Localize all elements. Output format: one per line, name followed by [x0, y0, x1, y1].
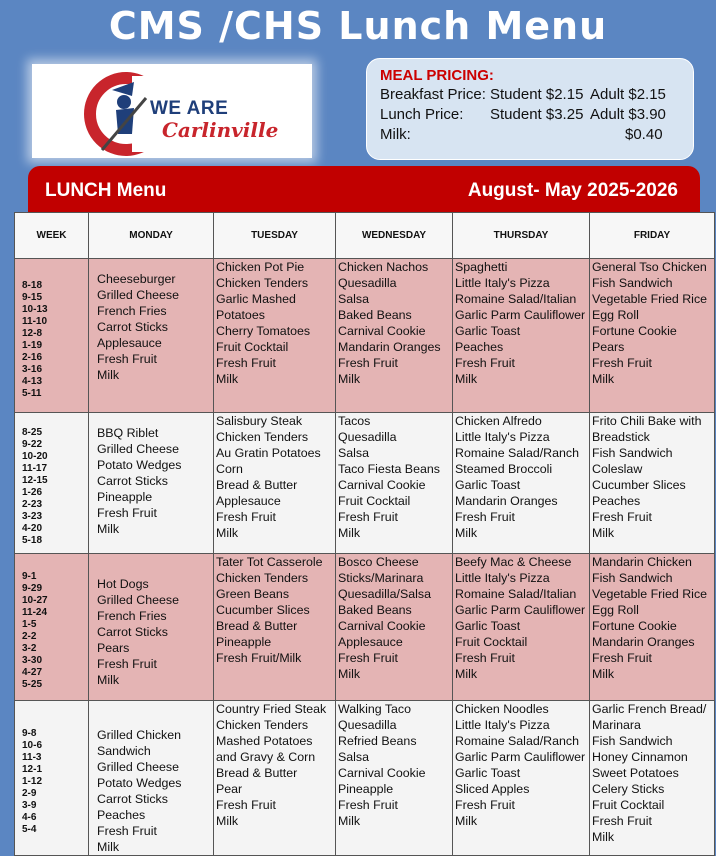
logo-line1: WE ARE [150, 98, 229, 119]
lunch-menu-banner [28, 166, 700, 214]
menu-item: Milk [97, 673, 120, 687]
menu-item: Vegetable Fried Rice [592, 292, 708, 306]
menu-item: Chicken Alfredo [455, 414, 542, 428]
table-row [15, 413, 715, 554]
menu-item: Fish Sandwich [592, 571, 673, 585]
week-date: 5-18 [22, 535, 43, 546]
menu-item: Romaine Salad/Italian [455, 587, 577, 601]
menu-item: Fresh Fruit [216, 356, 276, 370]
menu-item: Mandarin Oranges [455, 494, 558, 508]
week-date: 5-25 [22, 679, 43, 690]
menu-item: Potato Wedges [97, 776, 182, 790]
menu-item: Pineapple [97, 490, 153, 504]
week-date: 11-17 [22, 463, 48, 474]
menu-item: Breadstick [592, 430, 650, 444]
adult-price: Adult $3.90 [590, 106, 666, 123]
week-date: 3-30 [22, 655, 43, 666]
menu-item: Fresh Fruit [338, 651, 398, 665]
menu-item: Quesadilla/Salsa [338, 587, 431, 601]
page-title: CMS /CHS Lunch Menu [108, 4, 608, 48]
week-date: 10-27 [22, 595, 48, 606]
menu-item: Fruit Cocktail [455, 635, 528, 649]
menu-item: Pear [216, 782, 243, 796]
week-dates-cell [15, 701, 89, 856]
table-header-row [15, 213, 715, 259]
week-date: 3-16 [22, 363, 43, 375]
week-date: 2-9 [22, 788, 37, 799]
menu-item: Walking Taco [338, 702, 411, 716]
menu-item: Cucumber Slices [592, 478, 686, 492]
column-header-tuesday: TUESDAY [214, 213, 336, 259]
menu-item: Steamed Broccoli [455, 462, 553, 476]
week-date: 4-27 [22, 667, 43, 678]
week-dates-cell [15, 554, 89, 701]
menu-item: Egg Roll [592, 308, 639, 322]
menu-item: French Fries [97, 609, 167, 623]
week-date: 9-15 [22, 291, 43, 303]
week-date: 1-5 [22, 619, 37, 630]
menu-item: Garlic Toast [455, 478, 521, 492]
menu-item: Carrot Sticks [97, 474, 168, 488]
menu-item: Fruit Cocktail [338, 494, 411, 508]
menu-item: Garlic French Bread/ [592, 702, 707, 716]
menu-item: Cherry Tomatoes [216, 324, 311, 338]
menu-item: Fresh Fruit [338, 356, 398, 370]
week-date: 4-20 [22, 523, 43, 534]
student-price: Student $2.15 [490, 86, 584, 103]
menu-item: Carrot Sticks [97, 320, 168, 334]
week-date: 8-25 [22, 427, 43, 438]
menu-item: Corn [216, 462, 243, 476]
thursday-menu-cell [453, 259, 590, 413]
column-header-wednesday: WEDNESDAY [336, 213, 453, 259]
menu-item: Chicken Tenders [216, 430, 309, 444]
menu-item: Fresh Fruit [592, 510, 652, 524]
menu-table [14, 212, 715, 856]
menu-item: Fortune Cookie [592, 619, 677, 633]
menu-item: Grilled Chicken [97, 728, 182, 742]
menu-item: Pineapple [338, 782, 394, 796]
menu-item: Mandarin Oranges [592, 635, 695, 649]
menu-item: Fruit Cocktail [592, 798, 665, 812]
menu-item: Chicken Pot Pie [216, 260, 305, 274]
menu-item: BBQ Riblet [97, 426, 159, 440]
menu-item: Milk [455, 372, 478, 386]
menu-item: Milk [338, 667, 361, 681]
week-dates-cell [15, 413, 89, 554]
menu-item: Grilled Cheese [97, 760, 179, 774]
column-header-monday: MONDAY [89, 213, 214, 259]
week-date: 9-29 [22, 583, 43, 594]
week-date: 2-2 [22, 631, 37, 642]
menu-item: Fish Sandwich [592, 446, 673, 460]
menu-item: Au Gratin Potatoes [216, 446, 321, 460]
menu-item: Fresh Fruit [338, 510, 398, 524]
meal-pricing-box [366, 58, 694, 160]
menu-item: Fortune Cookie [592, 324, 677, 338]
week-date: 9-8 [22, 728, 37, 739]
menu-item: Sticks/Marinara [338, 571, 424, 585]
table-row [15, 259, 715, 413]
menu-item: Little Italy's Pizza [455, 276, 550, 290]
menu-item: Chicken Nachos [338, 260, 429, 274]
adult-price: Adult $2.15 [590, 86, 666, 103]
week-date: 11-10 [22, 315, 48, 327]
friday-menu-cell [590, 413, 715, 554]
menu-item: Grilled Cheese [97, 442, 179, 456]
menu-item: Coleslaw [592, 462, 643, 476]
menu-item: Fresh Fruit [455, 510, 515, 524]
menu-item: Bread & Butter [216, 478, 298, 492]
tuesday-menu-cell [214, 259, 336, 413]
week-date: 10-13 [22, 303, 48, 315]
week-date: 10-6 [22, 740, 43, 751]
menu-item: Bosco Cheese [338, 555, 419, 569]
menu-item: Carrot Sticks [97, 792, 168, 806]
menu-item: Taco Fiesta Beans [338, 462, 440, 476]
menu-item: French Fries [97, 304, 167, 318]
week-date: 3-2 [22, 643, 37, 654]
menu-item: Garlic Toast [455, 324, 521, 338]
thursday-menu-cell [453, 413, 590, 554]
week-date: 4-13 [22, 375, 43, 387]
menu-item: Garlic Parm Cauliflower [455, 750, 586, 764]
menu-item: Baked Beans [338, 308, 412, 322]
menu-item: Potato Wedges [97, 458, 182, 472]
friday-menu-cell [590, 259, 715, 413]
menu-item: Fresh Fruit [216, 510, 276, 524]
week-date: 8-18 [22, 279, 43, 291]
menu-item: Carrot Sticks [97, 625, 168, 639]
menu-item: Spaghetti [455, 260, 508, 274]
menu-item: Milk [97, 368, 120, 382]
menu-item: Pears [97, 641, 130, 655]
menu-item: Egg Roll [592, 603, 639, 617]
menu-item: Little Italy's Pizza [455, 718, 550, 732]
menu-item: Chicken Tenders [216, 718, 309, 732]
week-date: 3-9 [22, 800, 37, 811]
column-header-thursday: THURSDAY [453, 213, 590, 259]
menu-item: Mashed Potatoes [216, 734, 313, 748]
friday-menu-cell [590, 701, 715, 856]
menu-item: Fruit Cocktail [216, 340, 289, 354]
monday-menu-cell [89, 701, 214, 856]
week-date: 1-12 [22, 776, 43, 787]
menu-item: Milk [455, 526, 478, 540]
table-row [15, 554, 715, 701]
week-date: 3-23 [22, 511, 43, 522]
wednesday-menu-cell [336, 259, 453, 413]
friday-menu-cell [590, 554, 715, 701]
menu-item: Fresh Fruit [216, 798, 276, 812]
menu-item: Vegetable Fried Rice [592, 587, 708, 601]
menu-item: Tacos [338, 414, 371, 428]
menu-item: Mandarin Chicken [592, 555, 692, 569]
menu-item: Tater Tot Casserole [216, 555, 323, 569]
menu-item: Carnival Cookie [338, 766, 426, 780]
menu-item: Cucumber Slices [216, 603, 310, 617]
menu-item: Salsa [338, 292, 369, 306]
menu-item: Milk [592, 830, 615, 844]
table-row [15, 701, 715, 856]
menu-item: Peaches [97, 808, 146, 822]
menu-item: Quesadilla [338, 276, 397, 290]
menu-item: Fresh Fruit [592, 356, 652, 370]
pricing-row [380, 85, 693, 105]
adult-price: $0.40 [625, 126, 663, 143]
week-date: 9-1 [22, 571, 37, 582]
menu-item: Garlic Toast [455, 766, 521, 780]
pricing-row [380, 125, 693, 145]
menu-item: Quesadilla [338, 718, 397, 732]
thursday-menu-cell [453, 554, 590, 701]
menu-item: Applesauce [216, 494, 281, 508]
menu-item: Milk [338, 526, 361, 540]
menu-item: Milk [338, 372, 361, 386]
week-date: 1-19 [22, 339, 43, 351]
menu-item: Sliced Apples [455, 782, 530, 796]
week-date: 12-1 [22, 764, 43, 775]
menu-item: Pineapple [216, 635, 272, 649]
menu-item: Mandarin Oranges [338, 340, 441, 354]
menu-item: Quesadilla [338, 430, 397, 444]
menu-item: and Gravy & Corn [216, 750, 316, 764]
column-header-week: WEEK [15, 213, 89, 259]
menu-item: Milk [338, 814, 361, 828]
week-date: 1-26 [22, 487, 43, 498]
menu-item: Milk [592, 372, 615, 386]
menu-item: Carnival Cookie [338, 478, 426, 492]
menu-item: Fresh Fruit [592, 814, 652, 828]
menu-item: Marinara [592, 718, 641, 732]
menu-item: Chicken Tenders [216, 276, 309, 290]
menu-item: Bread & Butter [216, 619, 298, 633]
logo-line2: Carlinville [162, 118, 279, 142]
menu-item: Peaches [455, 340, 504, 354]
menu-item: Peaches [592, 494, 641, 508]
week-date: 9-22 [22, 439, 43, 450]
pricing-row [380, 105, 693, 125]
menu-item: Frito Chili Bake with [592, 414, 702, 428]
menu-item: Milk [97, 522, 120, 536]
menu-item: Fish Sandwich [592, 734, 673, 748]
menu-item: Milk [592, 526, 615, 540]
menu-item: Fresh Fruit [455, 651, 515, 665]
menu-item: Garlic Mashed [216, 292, 296, 306]
thursday-menu-cell [453, 701, 590, 856]
price-label: Lunch Price: [380, 106, 464, 123]
menu-item: Honey Cinnamon [592, 750, 688, 764]
menu-item: Sandwich [97, 744, 151, 758]
menu-item: Carnival Cookie [338, 619, 426, 633]
menu-item: Bread & Butter [216, 766, 298, 780]
menu-item: Applesauce [338, 635, 403, 649]
menu-item: Potatoes [216, 308, 265, 322]
menu-item: Little Italy's Pizza [455, 571, 550, 585]
menu-item: Cheeseburger [97, 272, 176, 286]
menu-item: Fresh Fruit/Milk [216, 651, 302, 665]
menu-item: Milk [216, 814, 239, 828]
menu-item: Fresh Fruit [455, 798, 515, 812]
wednesday-menu-cell [336, 413, 453, 554]
menu-item: Country Fried Steak [216, 702, 327, 716]
menu-item: Milk [216, 526, 239, 540]
menu-item: Fresh Fruit [455, 356, 515, 370]
menu-item: General Tso Chicken [592, 260, 707, 274]
menu-item: Milk [592, 667, 615, 681]
menu-item: Romaine Salad/Italian [455, 292, 577, 306]
menu-item: Milk [97, 840, 120, 854]
menu-item: Fresh Fruit [592, 651, 652, 665]
menu-item: Milk [216, 372, 239, 386]
menu-item: Romaine Salad/Ranch [455, 446, 579, 460]
week-date: 10-20 [22, 451, 48, 462]
tuesday-menu-cell [214, 554, 336, 701]
menu-item: Fresh Fruit [338, 798, 398, 812]
menu-item: Garlic Parm Cauliflower [455, 308, 586, 322]
menu-item: Pears [592, 340, 625, 354]
menu-item: Salsa [338, 446, 369, 460]
tuesday-menu-cell [214, 413, 336, 554]
column-header-friday: FRIDAY [590, 213, 715, 259]
menu-item: Romaine Salad/Ranch [455, 734, 579, 748]
pricing-heading: MEAL PRICING: [380, 67, 494, 84]
menu-item: Little Italy's Pizza [455, 430, 550, 444]
menu-item: Milk [455, 814, 478, 828]
menu-item: Hot Dogs [97, 577, 149, 591]
week-date: 4-6 [22, 812, 37, 823]
menu-item: Refried Beans [338, 734, 417, 748]
price-label: Milk: [380, 126, 411, 143]
menu-item: Chicken Tenders [216, 571, 309, 585]
menu-item: Fresh Fruit [97, 824, 157, 838]
week-date: 2-23 [22, 499, 43, 510]
week-date: 5-4 [22, 824, 37, 835]
menu-item: Garlic Toast [455, 619, 521, 633]
menu-item: Celery Sticks [592, 782, 665, 796]
banner-title: LUNCH Menu [45, 180, 167, 201]
menu-item: Milk [455, 667, 478, 681]
week-date: 2-16 [22, 351, 43, 363]
menu-item: Fresh Fruit [97, 657, 157, 671]
menu-item: Grilled Cheese [97, 593, 179, 607]
menu-item: Salsa [338, 750, 369, 764]
week-date: 5-11 [22, 387, 42, 399]
menu-item: Salisbury Steak [216, 414, 303, 428]
week-date: 11-24 [22, 607, 48, 618]
monday-menu-cell [89, 554, 214, 701]
monday-menu-cell [89, 413, 214, 554]
menu-item: Green Beans [216, 587, 290, 601]
menu-item: Fish Sandwich [592, 276, 673, 290]
menu-item: Fresh Fruit [97, 506, 157, 520]
tuesday-menu-cell [214, 701, 336, 856]
student-price: Student $3.25 [490, 106, 584, 123]
school-logo [32, 64, 312, 158]
menu-item: Sweet Potatoes [592, 766, 679, 780]
week-date: 12-15 [22, 475, 48, 486]
week-date: 11-3 [22, 752, 42, 763]
menu-item: Baked Beans [338, 603, 412, 617]
banner-date-range: August- May 2025-2026 [467, 180, 678, 201]
week-dates-cell [15, 259, 89, 413]
menu-item: Garlic Parm Cauliflower [455, 603, 586, 617]
wednesday-menu-cell [336, 554, 453, 701]
menu-item: Applesauce [97, 336, 162, 350]
wednesday-menu-cell [336, 701, 453, 856]
monday-menu-cell [89, 259, 214, 413]
menu-item: Chicken Noodles [455, 702, 549, 716]
week-date: 12-8 [22, 327, 43, 339]
menu-item: Beefy Mac & Cheese [455, 555, 572, 569]
menu-item: Fresh Fruit [97, 352, 157, 366]
price-label: Breakfast Price: [380, 86, 486, 103]
menu-item: Carnival Cookie [338, 324, 426, 338]
menu-item: Grilled Cheese [97, 288, 179, 302]
